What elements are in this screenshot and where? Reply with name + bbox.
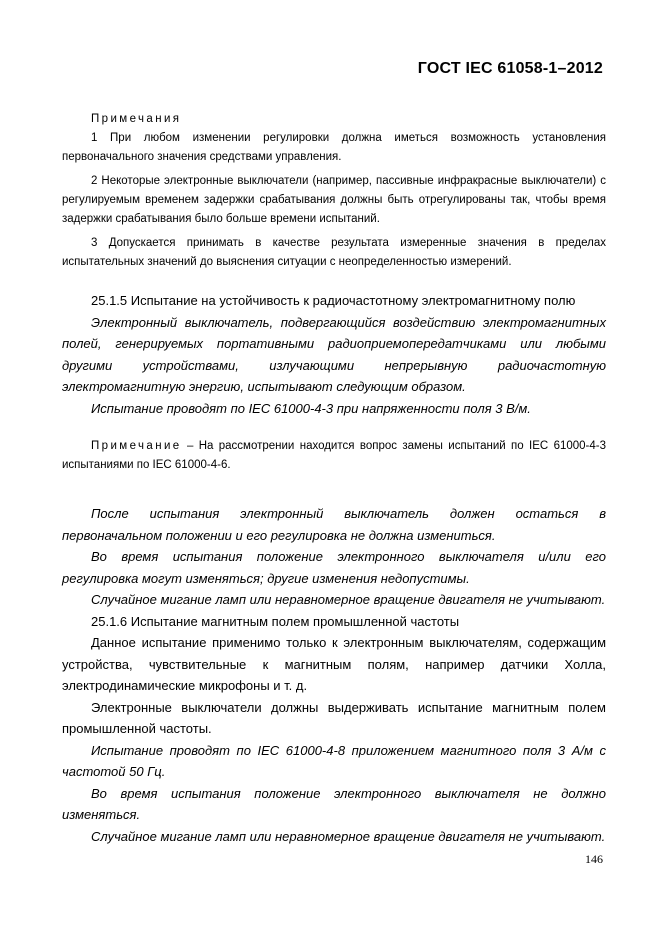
section-2515-paragraph-4: Во время испытания положение электронного выключателя и/или его регулировка могут изменяться; другие изменения недопустимы. bbox=[62, 549, 606, 586]
section-2516-paragraph-3: Испытание проводят по IEC 61000-4-8 приложением магнитного поля 3 А/м с частотой 50 Гц. bbox=[62, 742, 606, 779]
section-2516-paragraph-1: Данное испытание применимо только к электронным выключателям, содержащим устройства, чувствительные к магнитным полям, например датчики Холла, электродинамические микрофоны и т. д. bbox=[62, 635, 606, 693]
notes-title: Примечания bbox=[91, 113, 182, 125]
section-2515-note bbox=[62, 437, 606, 475]
section-2516-heading: 25.1.6 Испытание магнитным полем промышленной частоты bbox=[91, 613, 460, 629]
note-label: Примечание bbox=[91, 440, 182, 452]
document-standard-header: ГОСТ IEC 61058-1–2012 bbox=[417, 60, 603, 77]
note-text: – На рассмотрении находится вопрос замены испытаний по IEC 61000-4-3 испытаниями по IEC 61000-4-6. bbox=[62, 440, 606, 471]
section-2516-paragraph-2: Электронные выключатели должны выдерживать испытание магнитным полем промышленной частоты. bbox=[62, 699, 606, 736]
section-2515-paragraph-5: Случайное мигание ламп или неравномерное вращение двигателя не учитывают. bbox=[91, 592, 606, 607]
section-2515-paragraph-1: Электронный выключатель, подвергающийся воздействию электромагнитных полей, генерируемых портативными радиоприемопередатчиками или любыми другими устройствами, излучающими непрерывную радиочастотную электромагнитную энергию, испытывают следующим образом. bbox=[62, 314, 606, 394]
page-body bbox=[62, 110, 606, 847]
section-2515-heading: 25.1.5 Испытание на устойчивость к радиочастотному электромагнитному полю bbox=[91, 293, 576, 308]
note-item-2: 2 Некоторые электронные выключатели (например, пассивные инфракрасные выключатели) с регулируемым временем задержки срабатывания должны быть отрегулированы так, чтобы время задержки срабатывания было больше времени испытаний. bbox=[62, 175, 606, 225]
note-item-3: 3 Допускается принимать в качестве результата измеренные значения в пределах испытательных значений до выяснения ситуации с неопределенностью измерений. bbox=[62, 237, 606, 268]
note-item-1: 1 При любом изменении регулировки должна иметься возможность установления первоначального значения средствами управления. bbox=[62, 132, 606, 163]
section-2516-paragraph-5: Случайное мигание ламп или неравномерное вращение двигателя не учитывают. bbox=[91, 828, 606, 844]
page-number: 146 bbox=[585, 852, 603, 866]
section-2515-paragraph-3: После испытания электронный выключатель должен остаться в первоначальном положении и его регулировка не должна измениться. bbox=[62, 506, 606, 543]
section-2516-paragraph-4: Во время испытания положение электронного выключателя не должно изменяться. bbox=[62, 785, 606, 822]
section-2515-paragraph-2: Испытание проводят по IEC 61000-4-3 при напряженности поля 3 В/м. bbox=[91, 400, 531, 416]
